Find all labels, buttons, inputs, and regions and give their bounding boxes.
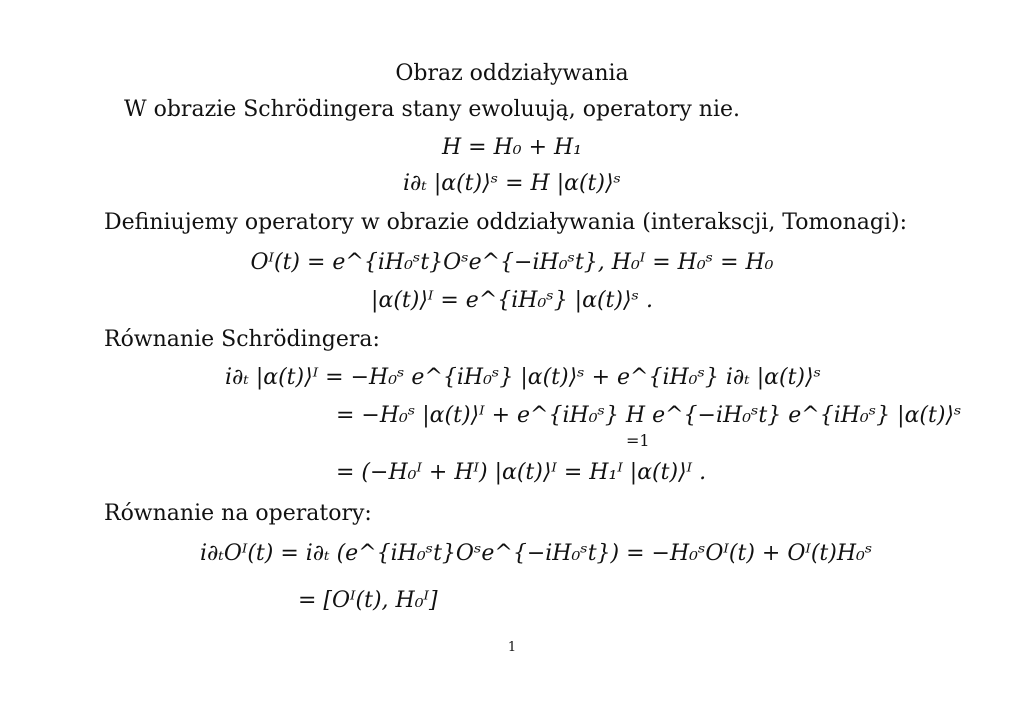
operator-equation-2: = [Oᴵ(t), H₀ᴵ] (298, 588, 438, 613)
evolution-underbrace-label: =1 (626, 431, 650, 450)
operator-equation-1: i∂ₜOᴵ(t) = i∂ₜ (e^{iH₀ˢt}Oˢe^{−iH₀ˢt}) = −H₀ˢOᴵ(t) + Oᴵ(t)H₀ˢ (200, 541, 873, 566)
page-title: Obraz oddziaływania (395, 61, 629, 86)
schrodinger-equation: i∂ₜ |α(t)⟩ˢ = H |α(t)⟩ˢ (403, 171, 621, 196)
state-definition-equation: |α(t)⟩ᴵ = e^{iH₀ˢ} |α(t)⟩ˢ . (371, 288, 653, 313)
operator-definition-equation: Oᴵ(t) = e^{iH₀ˢt}Oˢe^{−iH₀ˢt}, H₀ᴵ = H₀ˢ = H₀ (250, 250, 774, 275)
schrodinger-header: Równanie Schrödingera: (104, 327, 380, 352)
evolution-equation-1: i∂ₜ |α(t)⟩ᴵ = −H₀ˢ e^{iH₀ˢ} |α(t)⟩ˢ + e^{iH₀ˢ} i∂ₜ |α(t)⟩ˢ (225, 365, 821, 390)
evolution-equation-3: = (−H₀ᴵ + Hᴵ) |α(t)⟩ᴵ = H₁ᴵ |α(t)⟩ᴵ . (336, 460, 707, 485)
hamiltonian-equation: H = H₀ + H₁ (441, 135, 583, 160)
definition-text: Definiujemy operatory w obrazie oddziaływania (interakscji, Tomonagi): (104, 210, 908, 235)
intro-text: W obrazie Schrödingera stany ewoluują, operatory nie. (124, 97, 740, 122)
evolution-equation-2: = −H₀ˢ |α(t)⟩ᴵ + e^{iH₀ˢ} H e^{−iH₀ˢt} e^{iH₀ˢ} |α(t)⟩ˢ (336, 403, 962, 428)
operator-header: Równanie na operatory: (104, 501, 372, 526)
page-number: 1 (507, 640, 517, 655)
